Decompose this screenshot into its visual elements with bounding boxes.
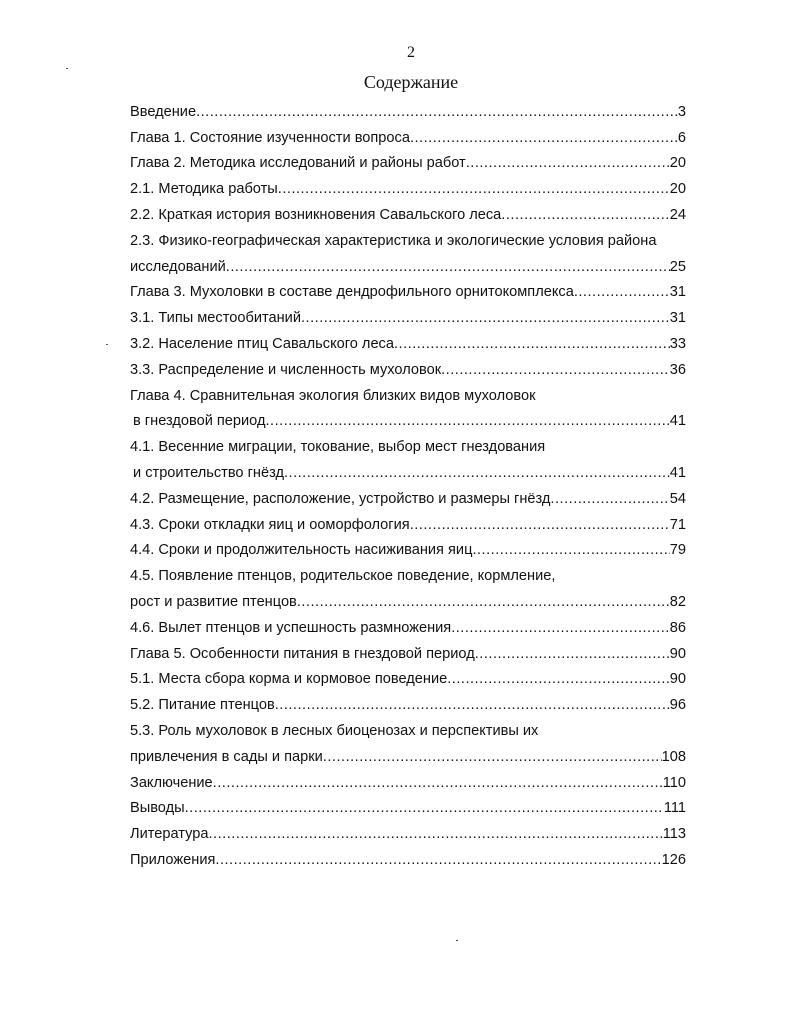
toc-leader-dots [323, 749, 662, 765]
table-of-contents [130, 99, 686, 873]
toc-entry [130, 280, 686, 306]
toc-entry-title: исследований [130, 258, 226, 275]
toc-entry [130, 692, 686, 718]
toc-entry-title: Введение [130, 103, 197, 120]
toc-leader-dots [472, 542, 669, 558]
toc-entry [130, 667, 686, 693]
toc-entry-page: 41 [669, 465, 686, 482]
toc-entry-title: Выводы [130, 800, 185, 817]
toc-leader-dots [447, 671, 670, 687]
toc-entry-page: 90 [669, 645, 686, 662]
toc-entry-page: 110 [662, 774, 686, 791]
toc-entry-title: рост и развитие птенцов [130, 594, 297, 611]
toc-leader-dots [574, 284, 670, 300]
toc-entry-page: 41 [669, 413, 686, 430]
toc-leader-dots [410, 130, 678, 146]
toc-entry-page: 90 [669, 671, 686, 688]
toc-entry-title: 5.3. Роль мухоловок в лесных биоценозах и перспективы их [130, 723, 539, 740]
toc-entry [130, 151, 686, 177]
scan-speck [456, 940, 458, 941]
toc-entry [130, 796, 686, 822]
toc-entry [130, 847, 686, 873]
toc-entry-title: 2.1. Методика работы [130, 181, 278, 198]
toc-entry-page: 79 [669, 542, 686, 559]
toc-entry-page: 20 [669, 155, 686, 172]
toc-leader-dots [215, 852, 661, 868]
toc-entry-page: 25 [669, 258, 686, 275]
toc-entry-title: 2.2. Краткая история возникновения Савальского леса [130, 207, 502, 224]
toc-leader-dots [301, 310, 670, 326]
toc-leader-dots [501, 207, 669, 223]
toc-leader-dots [394, 336, 670, 352]
toc-leader-dots [466, 155, 670, 171]
toc-entry [130, 589, 686, 615]
toc-leader-dots [209, 826, 663, 842]
toc-leader-dots [284, 465, 670, 481]
toc-entry-title: Глава 4. Сравнительная экология близких видов мухоловок [130, 387, 536, 404]
toc-entry [130, 744, 686, 770]
toc-entry [130, 538, 686, 564]
toc-leader-dots [213, 775, 663, 791]
toc-entry-page: 36 [669, 361, 686, 378]
toc-leader-dots [266, 413, 670, 429]
toc-entry [130, 228, 686, 254]
toc-entry-title: 4.3. Сроки откладки яиц и ооморфология [130, 516, 410, 533]
toc-entry-title: привлечения в сады и парки [130, 748, 323, 765]
toc-entry-title: в гнездовой период [133, 413, 266, 430]
toc-leader-dots [226, 259, 670, 275]
toc-entry-title: Глава 5. Особенности питания в гнездовой период [130, 645, 475, 662]
scan-speck [106, 344, 108, 345]
toc-entry-page: 111 [663, 800, 686, 817]
toc-entry-title: Глава 3. Мухоловки в составе дендрофильного орнитокомплекса [130, 284, 574, 301]
toc-entry-title: 3.3. Распределение и численность мухоловок [130, 361, 442, 378]
toc-entry [130, 202, 686, 228]
toc-leader-dots [185, 800, 664, 816]
toc-leader-dots [278, 181, 670, 197]
toc-leader-dots [451, 620, 670, 636]
toc-entry-title: Глава 1. Состояние изученности вопроса [130, 129, 410, 146]
toc-leader-dots [275, 697, 670, 713]
toc-entry-page: 33 [669, 336, 686, 353]
toc-entry [130, 125, 686, 151]
toc-leader-dots [297, 594, 670, 610]
toc-entry [130, 512, 686, 538]
toc-entry [130, 176, 686, 202]
toc-entry-title: Заключение [130, 774, 213, 791]
toc-entry [130, 563, 686, 589]
page-number: 2 [407, 44, 415, 61]
toc-entry-page: 82 [669, 594, 686, 611]
toc-entry-title: 5.1. Места сбора корма и кормовое поведение [130, 671, 448, 688]
toc-entry-title: 4.4. Сроки и продолжительность насиживания яиц [130, 542, 473, 559]
toc-entry-page: 71 [669, 516, 686, 533]
toc-entry-page: 31 [669, 284, 686, 301]
toc-entry-page: 54 [669, 490, 686, 507]
toc-entry-page: 108 [661, 748, 686, 765]
toc-entry-title: Глава 2. Методика исследований и районы работ [130, 155, 466, 172]
toc-entry [130, 99, 686, 125]
toc-entry-title: 4.5. Появление птенцов, родительское поведение, кормление, [130, 568, 556, 585]
scan-speck [66, 68, 68, 69]
toc-entry-page: 86 [669, 619, 686, 636]
toc-entry-title: 4.2. Размещение, расположение, устройство и размеры гнёзд [130, 490, 551, 507]
toc-entry-title: Литература [130, 826, 209, 843]
toc-entry [130, 434, 686, 460]
toc-leader-dots [550, 491, 669, 507]
toc-entry-title: и строительство гнёзд [133, 465, 284, 482]
toc-entry-title: 3.1. Типы местообитаний [130, 310, 301, 327]
toc-entry-page: 113 [662, 826, 686, 843]
toc-leader-dots [196, 104, 678, 120]
toc-entry-page: 3 [677, 103, 686, 120]
toc-leader-dots [410, 517, 670, 533]
toc-entry-title: 3.2. Население птиц Савальского леса [130, 336, 394, 353]
toc-entry [130, 305, 686, 331]
toc-entry-page: 96 [669, 697, 686, 714]
toc-entry [130, 821, 686, 847]
toc-entry [130, 641, 686, 667]
toc-entry [130, 357, 686, 383]
toc-entry-page: 31 [669, 310, 686, 327]
toc-entry [130, 615, 686, 641]
toc-leader-dots [475, 646, 670, 662]
toc-entry-page: 6 [677, 129, 686, 146]
toc-heading: Содержание [363, 72, 459, 92]
toc-entry-title: 4.6. Вылет птенцов и успешность размножения [130, 619, 452, 636]
toc-entry [130, 486, 686, 512]
toc-entry-title: Приложения [130, 852, 216, 868]
toc-entry [130, 718, 686, 744]
toc-entry-title: 2.3. Физико-географическая характеристика и экологические условия района [130, 232, 657, 249]
toc-entry [130, 460, 686, 486]
toc-entry-page: 20 [669, 181, 686, 198]
toc-entry-page: 126 [661, 852, 686, 868]
toc-entry [130, 383, 686, 409]
toc-leader-dots [441, 362, 670, 378]
toc-entry [130, 331, 686, 357]
toc-entry [130, 254, 686, 280]
toc-entry-title: 5.2. Питание птенцов [130, 697, 275, 714]
toc-entry-page: 24 [669, 207, 686, 224]
toc-entry [130, 770, 686, 796]
toc-entry [130, 409, 686, 435]
toc-entry-title: 4.1. Весенние миграции, токование, выбор мест гнездования [130, 439, 546, 456]
